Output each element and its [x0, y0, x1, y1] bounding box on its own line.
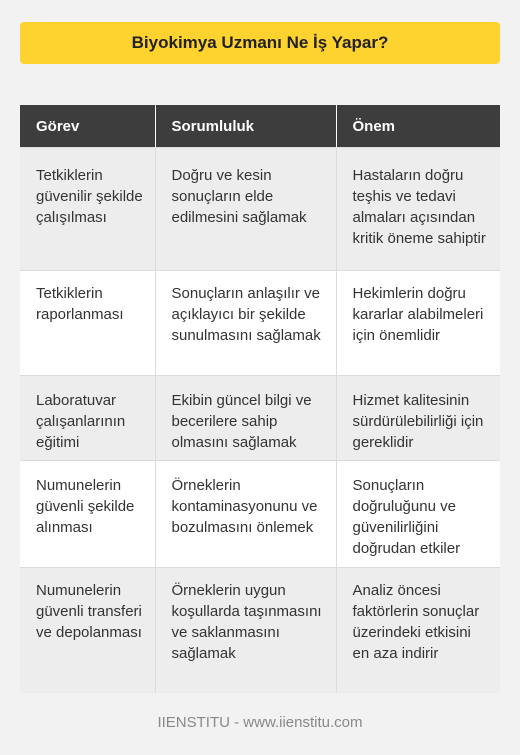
table-cell-task: Numunelerin güvenli transferi ve depolanması — [20, 568, 155, 693]
table-cell-responsibility: Doğru ve kesin sonuçların elde edilmesini sağlamak — [155, 148, 336, 271]
table-cell-importance: Hekimlerin doğru kararlar alabilmeleri için önemlidir — [336, 271, 500, 376]
page-title: Biyokimya Uzmanı Ne İş Yapar? — [131, 33, 389, 52]
table-row — [20, 148, 500, 271]
title-banner — [20, 22, 500, 64]
table-cell-task: Tetkiklerin raporlanması — [20, 271, 155, 376]
table-cell-importance: Analiz öncesi faktörlerin sonuçlar üzerindeki etkisini en aza indirir — [336, 568, 500, 693]
table-cell-importance: Hastaların doğru teşhis ve tedavi almaları açısından kritik öneme sahiptir — [336, 148, 500, 271]
table-cell-importance: Hizmet kalitesinin sürdürülebilirliği için gereklidir — [336, 376, 500, 461]
table-cell-responsibility: Örneklerin uygun koşullarda taşınmasını ve saklanmasını sağlamak — [155, 568, 336, 693]
info-table — [20, 105, 500, 693]
header-gorev: Görev — [20, 105, 155, 148]
table-row — [20, 271, 500, 376]
table-cell-responsibility: Sonuçların anlaşılır ve açıklayıcı bir şekilde sunulmasını sağlamak — [155, 271, 336, 376]
table-row — [20, 568, 500, 693]
table-cell-task: Laboratuvar çalışanlarının eğitimi — [20, 376, 155, 461]
table-cell-responsibility: Örneklerin kontaminasyonunu ve bozulmasını önlemek — [155, 461, 336, 568]
table-cell-responsibility: Ekibin güncel bilgi ve becerilere sahip olmasını sağlamak — [155, 376, 336, 461]
table-row — [20, 376, 500, 461]
table-cell-task: Tetkiklerin güvenilir şekilde çalışılması — [20, 148, 155, 271]
header-sorumluluk: Sorumluluk — [155, 105, 336, 148]
table-cell-importance: Sonuçların doğruluğunu ve güvenilirliğini doğrudan etkiler — [336, 461, 500, 568]
table-row — [20, 461, 500, 568]
table-cell-task: Numunelerin güvenli şekilde alınması — [20, 461, 155, 568]
header-onem: Önem — [336, 105, 500, 148]
footer-credit: IIENSTITU - www.iienstitu.com — [157, 714, 363, 731]
table-header-row — [20, 105, 500, 148]
